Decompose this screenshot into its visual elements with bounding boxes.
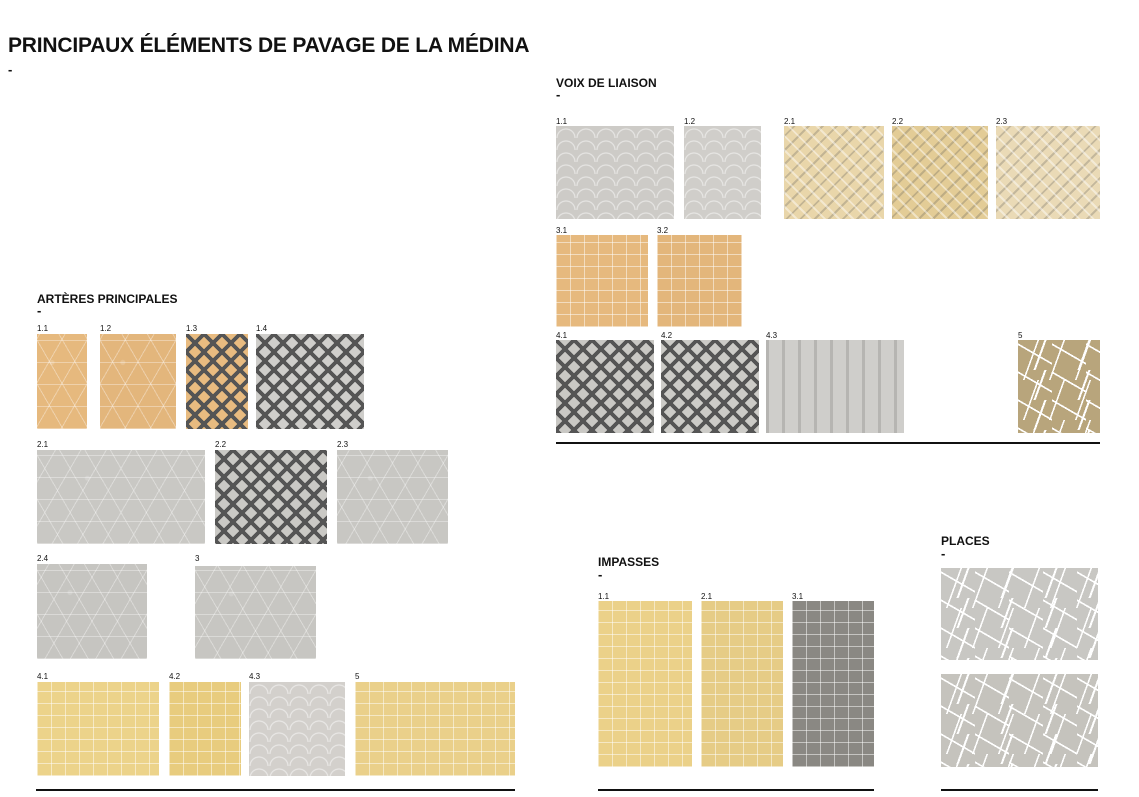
paving-tile-dark-grid — [792, 601, 874, 767]
paving-tile-yellow-grid — [598, 601, 692, 767]
tile-label: 5 — [355, 672, 360, 681]
section-heading-arteres: ARTÈRES PRINCIPALES — [37, 292, 178, 306]
paving-tile-grey-crazy — [941, 674, 1098, 767]
paving-tile-grey-diamond — [215, 450, 327, 544]
paving-tile-grey-diamond — [256, 334, 364, 429]
section-dash-voix: - — [556, 87, 561, 102]
paving-tile-grey-diamond — [556, 340, 654, 433]
paving-tile-grey-diamond — [661, 340, 759, 433]
tile-label: 4.3 — [249, 672, 261, 681]
tile-label: 3.1 — [556, 226, 568, 235]
paving-tile-yellow-grid — [701, 601, 783, 767]
tile-label: 2.2 — [215, 440, 227, 449]
tile-label: 2.3 — [996, 117, 1008, 126]
paving-tile-grey-hex — [37, 450, 205, 544]
section-dash-impasses: - — [598, 567, 603, 582]
tile-label: 4.1 — [556, 331, 568, 340]
paving-tile-yellow-grid — [37, 682, 159, 776]
tile-label: 4.2 — [661, 331, 673, 340]
paving-tile-grey-hex — [37, 564, 147, 659]
tile-label: 2.3 — [337, 440, 349, 449]
section-rule — [556, 442, 1100, 444]
paving-tile-sand-hex — [37, 334, 87, 429]
section-heading-impasses: IMPASSES — [598, 555, 660, 569]
paving-tile-grey-scale — [249, 682, 345, 776]
tile-label: 3.2 — [657, 226, 669, 235]
tile-label: 1.2 — [100, 324, 112, 333]
tile-label: 3 — [195, 554, 200, 563]
paving-tile-grey-scale — [556, 126, 674, 219]
tile-label: 1.2 — [684, 117, 696, 126]
tile-label: 2.4 — [37, 554, 49, 563]
section-rule — [36, 789, 515, 791]
tile-label: 2.2 — [892, 117, 904, 126]
section-dash-arteres: - — [37, 303, 42, 318]
tile-label: 1.1 — [37, 324, 49, 333]
section-heading-voix: VOIX DE LIAISON — [556, 76, 657, 90]
paving-tile-sand-grid — [556, 235, 648, 327]
paving-tile-sand-diamond — [186, 334, 248, 429]
paving-tile-yellow-grid — [169, 682, 241, 776]
paving-tile-crazy — [1018, 340, 1100, 433]
paving-tile-grey-crazy — [941, 568, 1098, 660]
paving-tile-grey-hex — [337, 450, 448, 544]
tile-label: 2.1 — [37, 440, 49, 449]
paving-tile-chevron — [996, 126, 1100, 219]
tile-label: 1.4 — [256, 324, 268, 333]
tile-label: 2.1 — [784, 117, 796, 126]
paving-tile-grey-stripe — [766, 340, 904, 433]
tile-label: 1.3 — [186, 324, 198, 333]
page-title: PRINCIPAUX ÉLÉMENTS DE PAVAGE DE LA MÉDINA — [8, 34, 530, 57]
section-dash-places: - — [941, 546, 946, 561]
paving-tile-chevron — [892, 126, 988, 219]
title-dash: - — [8, 62, 13, 77]
tile-label: 1.1 — [598, 592, 610, 601]
paving-tile-grey-hex — [195, 566, 316, 659]
tile-label: 4.2 — [169, 672, 181, 681]
tile-label: 3.1 — [792, 592, 804, 601]
paving-tile-chevron — [784, 126, 884, 219]
tile-label: 4.1 — [37, 672, 49, 681]
section-rule — [598, 789, 874, 791]
tile-label: 2.1 — [701, 592, 713, 601]
paving-tile-yellow-grid — [355, 682, 515, 776]
paving-tile-grey-scale — [684, 126, 761, 219]
section-rule — [941, 789, 1098, 791]
tile-label: 5 — [1018, 331, 1023, 340]
tile-label: 1.1 — [556, 117, 568, 126]
tile-label: 4.3 — [766, 331, 778, 340]
paving-tile-sand-grid — [657, 235, 742, 327]
section-heading-places: PLACES — [941, 534, 990, 548]
paving-tile-sand-hex — [100, 334, 176, 429]
